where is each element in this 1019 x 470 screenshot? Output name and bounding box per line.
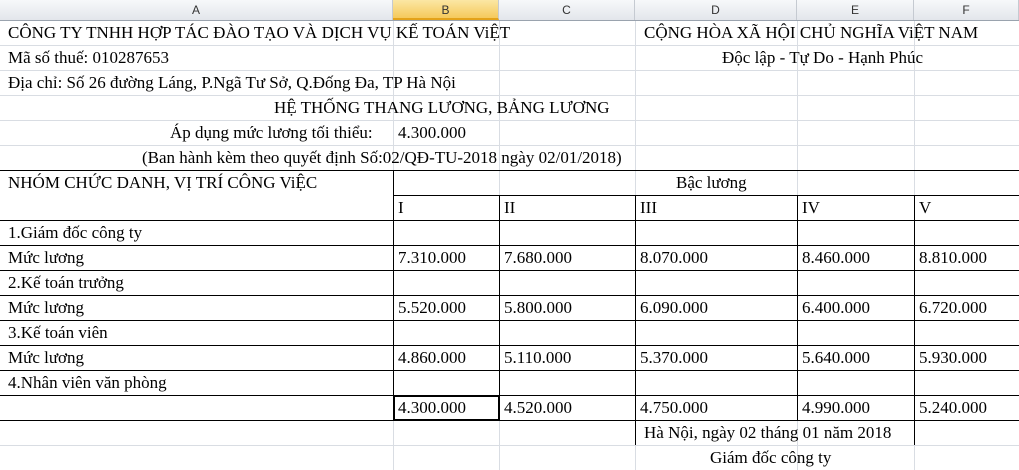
column-header-f[interactable]: F	[914, 0, 1019, 20]
table-border	[0, 220, 1019, 221]
company-name: CÔNG TY TNHH HỢP TÁC ĐÀO TẠO VÀ DỊCH VỤ KẾ TOÁN ViỆT	[8, 23, 511, 42]
company-address: Địa chỉ: Số 26 đường Láng, P.Ngã Tư Sở, Q.Đống Đa, TP Hà Nội	[8, 73, 456, 92]
decision-note: (Ban hành kèm theo quyết định Số:02/QĐ-TU-2018 ngày 02/01/2018)	[142, 148, 622, 167]
grade-v: V	[919, 198, 932, 217]
column-header-d[interactable]: D	[635, 0, 797, 20]
salary-cell: 4.520.000	[504, 398, 572, 417]
salary-cell: 6.400.000	[802, 298, 870, 317]
row-label: Mức lương	[8, 298, 85, 317]
row-label	[4, 396, 12, 420]
salary-cell: 6.720.000	[919, 298, 987, 317]
column-header-c[interactable]: C	[499, 0, 635, 20]
salary-cell: 5.930.000	[919, 348, 987, 367]
table-border	[0, 320, 1019, 321]
salary-cell: 5.370.000	[640, 348, 708, 367]
salary-cell: 8.460.000	[802, 248, 870, 267]
salary-cell: 7.680.000	[504, 248, 572, 267]
salary-cell: 5.110.000	[504, 348, 572, 367]
salary-cell: 8.070.000	[640, 248, 708, 267]
gridline	[0, 120, 1019, 121]
grade-i: I	[398, 198, 404, 217]
salary-cell: 5.640.000	[802, 348, 870, 367]
row-label: Mức lương	[8, 348, 85, 367]
group-name: 3.Kế toán viên	[8, 323, 108, 342]
group-header: NHÓM CHỨC DANH, VỊ TRÍ CÔNG ViỆC	[8, 173, 318, 192]
salary-cell: 8.810.000	[919, 248, 987, 267]
min-wage-label: Áp dụng mức lương tối thiểu:	[170, 123, 373, 142]
column-header-b[interactable]: B	[393, 0, 499, 20]
grade-iv: IV	[802, 198, 820, 217]
footer-date: Hà Nội, ngày 02 tháng 01 năm 2018	[644, 423, 892, 442]
salary-cell: 4.300.000	[398, 398, 466, 417]
grade-header: Bậc lương	[676, 173, 747, 192]
group-name: 4.Nhân viên văn phòng	[8, 373, 167, 392]
salary-cell: 5.520.000	[398, 298, 466, 317]
republic-header: CỘNG HÒA XÃ HỘI CHỦ NGHĨA ViỆT NAM	[644, 23, 979, 42]
gridline	[0, 445, 1019, 446]
page-title: HỆ THỐNG THANG LƯƠNG, BẢNG LƯƠNG	[274, 98, 610, 117]
row-label: Mức lương	[8, 248, 85, 267]
salary-cell: 7.310.000	[398, 248, 466, 267]
motto: Độc lập - Tự Do - Hạnh Phúc	[722, 48, 924, 67]
salary-cell: 5.800.000	[504, 298, 572, 317]
salary-cell: 4.750.000	[640, 398, 708, 417]
grade-ii: II	[504, 198, 516, 217]
salary-cell: 6.090.000	[640, 298, 708, 317]
tax-code: Mã số thuế: 010287653	[8, 48, 170, 67]
column-header-bar	[0, 0, 1019, 21]
group-name: 2.Kế toán trưởng	[8, 273, 124, 292]
column-header-e[interactable]: E	[797, 0, 914, 20]
column-header-a[interactable]: A	[0, 0, 393, 20]
salary-cell: 5.240.000	[919, 398, 987, 417]
group-name: 1.Giám đốc công ty	[8, 223, 143, 242]
min-wage-value: 4.300.000	[398, 123, 466, 142]
footer-signer: Giám đốc công ty	[710, 448, 832, 467]
salary-cell: 4.860.000	[398, 348, 466, 367]
salary-cell: 4.990.000	[802, 398, 870, 417]
table-border	[0, 270, 1019, 271]
grade-iii: III	[640, 198, 657, 217]
